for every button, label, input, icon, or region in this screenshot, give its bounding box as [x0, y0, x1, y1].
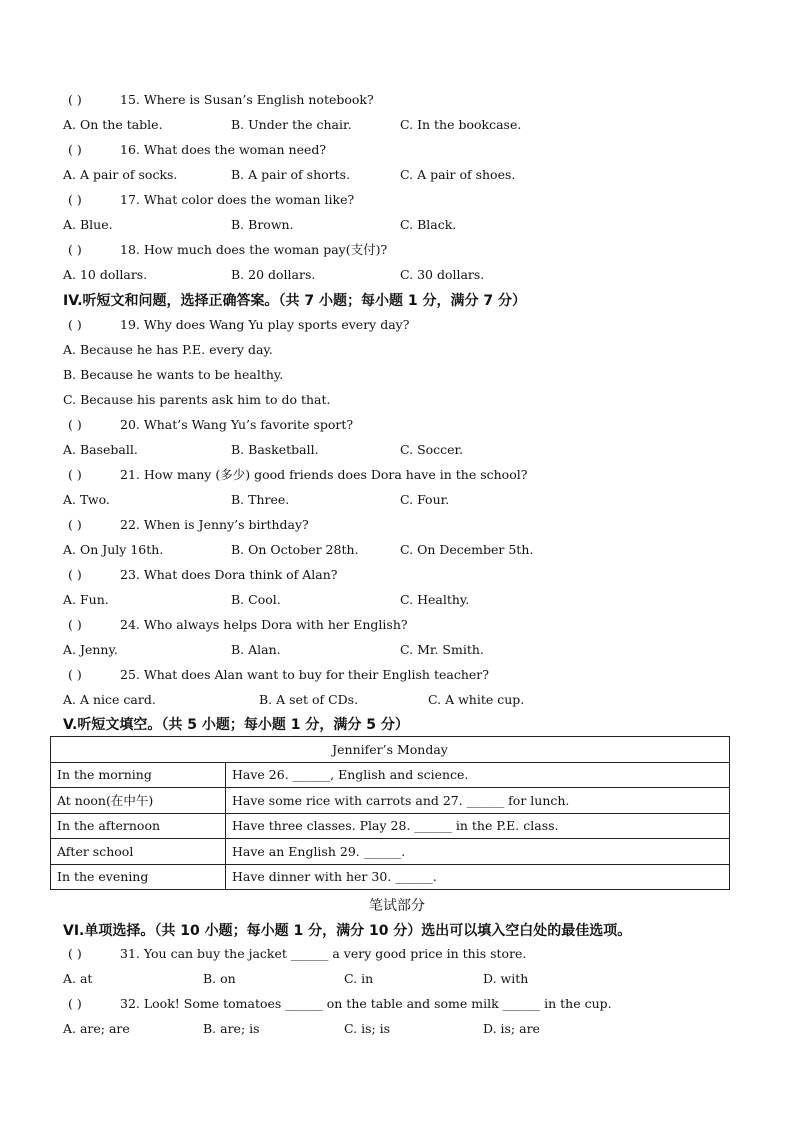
option-b: B. Under the chair. — [231, 117, 352, 132]
table-cell-time: At noon(在中午) — [51, 788, 226, 814]
option-c: C. A white cup. — [428, 692, 525, 707]
option-a: A. Because he has P.E. every day. — [63, 342, 273, 357]
option-a: A. are; are — [63, 1021, 130, 1036]
option-b: B. Alan. — [231, 642, 281, 657]
option-c: C. 30 dollars. — [400, 267, 485, 282]
table-cell-time: In the afternoon — [51, 813, 226, 839]
question-16 — [68, 142, 326, 158]
question-stem: 25. What does Alan want to buy for their English teacher? — [120, 667, 489, 682]
option-c: C. Mr. Smith. — [400, 642, 484, 657]
option-c: C. A pair of shoes. — [400, 167, 516, 182]
answer-blank[interactable]: ( ) — [68, 517, 82, 532]
answer-blank[interactable]: ( ) — [68, 192, 82, 207]
answer-blank[interactable]: ( ) — [68, 946, 82, 961]
table-cell-time: After school — [51, 839, 226, 865]
question-stem: 16. What does the woman need? — [120, 142, 327, 157]
option-a: A. On July 16th. — [63, 542, 164, 557]
option-b: B. Cool. — [231, 592, 281, 607]
question-18 — [68, 242, 387, 258]
option-a: A. Jenny. — [63, 642, 118, 657]
option-b: B. 20 dollars. — [231, 267, 316, 282]
option-c: C. Because his parents ask him to do that. — [63, 392, 331, 407]
option-c: C. is; is — [344, 1021, 391, 1036]
answer-blank[interactable]: ( ) — [68, 317, 82, 332]
question-23 — [68, 567, 338, 583]
section-v-heading: V.听短文填空。（共 5 小题；每小题 1 分，满分 5 分） — [63, 717, 409, 733]
table-cell-activity: Have dinner with her 30. ______. — [226, 864, 730, 890]
table-row — [51, 813, 730, 839]
option-b: B. Three. — [231, 492, 290, 507]
table-row — [51, 762, 730, 788]
option-b: B. are; is — [203, 1021, 260, 1036]
option-b: B. On October 28th. — [231, 542, 359, 557]
table-cell-activity: Have 26. ______, English and science. — [226, 762, 730, 788]
question-20 — [68, 417, 353, 433]
question-stem: 15. Where is Susan’s English notebook? — [120, 92, 374, 107]
option-c: C. On December 5th. — [400, 542, 534, 557]
question-22 — [68, 517, 309, 533]
table-cell-activity: Have some rice with carrots and 27. ______ for lunch. — [226, 788, 730, 814]
answer-blank[interactable]: ( ) — [68, 242, 82, 257]
question-stem: 18. How much does the woman pay(支付)? — [120, 242, 388, 257]
option-a: A. A nice card. — [63, 692, 156, 707]
question-31 — [68, 946, 526, 962]
question-25 — [68, 667, 489, 683]
table-title-row — [51, 737, 730, 763]
option-a: A. at — [63, 971, 93, 986]
option-b: B. Brown. — [231, 217, 294, 232]
question-stem: 21. How many (多少) good friends does Dora have in the school? — [120, 467, 528, 482]
question-stem: 31. You can buy the jacket ______ a very good price in this store. — [120, 946, 527, 961]
table-row — [51, 839, 730, 865]
answer-blank[interactable]: ( ) — [68, 92, 82, 107]
question-stem: 23. What does Dora think of Alan? — [120, 567, 338, 582]
answer-blank[interactable]: ( ) — [68, 467, 82, 482]
question-stem: 20. What’s Wang Yu’s favorite sport? — [120, 417, 354, 432]
answer-blank[interactable]: ( ) — [68, 996, 82, 1011]
table-cell-time: In the evening — [51, 864, 226, 890]
option-a: A. A pair of socks. — [63, 167, 178, 182]
table-cell-activity: Have three classes. Play 28. ______ in the P.E. class. — [226, 813, 730, 839]
section-iv-heading: IV.听短文和问题，选择正确答案。（共 7 小题；每小题 1 分，满分 7 分） — [63, 293, 527, 309]
option-a: A. 10 dollars. — [63, 267, 148, 282]
section-vi-heading: VI.单项选择。（共 10 小题；每小题 1 分，满分 10 分）选出可以填入空白处的最佳选项。 — [63, 923, 632, 939]
option-c: C. Healthy. — [400, 592, 470, 607]
option-c: C. Soccer. — [400, 442, 464, 457]
answer-blank[interactable]: ( ) — [68, 667, 82, 682]
question-stem: 22. When is Jenny’s birthday? — [120, 517, 309, 532]
option-c: C. Black. — [400, 217, 457, 232]
option-b: B. A pair of shorts. — [231, 167, 351, 182]
option-a: A. Fun. — [63, 592, 109, 607]
option-d: D. is; are — [483, 1021, 540, 1036]
option-b: B. Basketball. — [231, 442, 319, 457]
fill-in-table — [50, 736, 730, 890]
question-21 — [68, 467, 527, 483]
question-stem: 17. What color does the woman like? — [120, 192, 355, 207]
question-15 — [68, 92, 374, 108]
question-stem: 19. Why does Wang Yu play sports every day? — [120, 317, 410, 332]
question-32 — [68, 996, 612, 1012]
option-a: A. On the table. — [63, 117, 163, 132]
written-part-title: 笔试部分 — [369, 898, 425, 914]
table-cell-time: In the morning — [51, 762, 226, 788]
answer-blank[interactable]: ( ) — [68, 142, 82, 157]
question-17 — [68, 192, 354, 208]
table-cell-activity: Have an English 29. ______. — [226, 839, 730, 865]
table-title: Jennifer’s Monday — [51, 737, 730, 763]
question-19 — [68, 317, 409, 333]
table-row — [51, 864, 730, 890]
question-stem: 24. Who always helps Dora with her English? — [120, 617, 408, 632]
option-c: C. In the bookcase. — [400, 117, 522, 132]
question-24 — [68, 617, 408, 633]
option-c: C. in — [344, 971, 374, 986]
option-b: B. Because he wants to be healthy. — [63, 367, 284, 382]
table-row — [51, 788, 730, 814]
option-a: A. Two. — [63, 492, 110, 507]
answer-blank[interactable]: ( ) — [68, 417, 82, 432]
option-d: D. with — [483, 971, 529, 986]
answer-blank[interactable]: ( ) — [68, 567, 82, 582]
option-c: C. Four. — [400, 492, 450, 507]
option-b: B. on — [203, 971, 236, 986]
option-a: A. Baseball. — [63, 442, 138, 457]
question-stem: 32. Look! Some tomatoes ______ on the table and some milk ______ in the cup. — [120, 996, 612, 1011]
answer-blank[interactable]: ( ) — [68, 617, 82, 632]
option-a: A. Blue. — [63, 217, 113, 232]
option-b: B. A set of CDs. — [259, 692, 359, 707]
